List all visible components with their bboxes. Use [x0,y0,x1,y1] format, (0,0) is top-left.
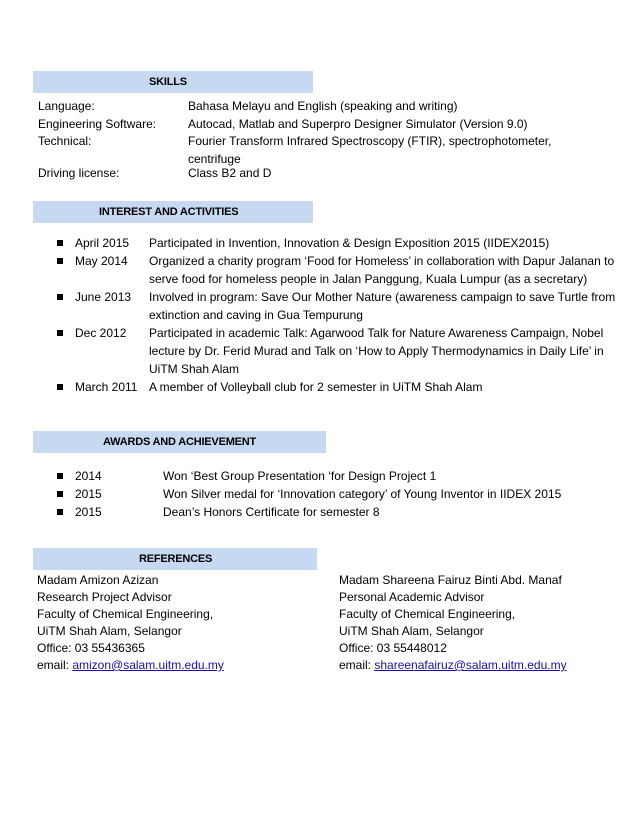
email-label: email: [339,658,375,672]
bullet-square-icon [57,473,63,479]
item-date: 2014 [75,469,102,483]
activities-title: INTEREST AND ACTIVITIES [99,206,239,218]
skills-title: SKILLS [149,76,187,88]
list-item [57,467,617,485]
bullet-square-icon [57,258,63,264]
reference-faculty: Faculty of Chemical Engineering, [339,607,516,621]
reference-faculty: Faculty of Chemical Engineering, [37,607,214,621]
reference-email-line [339,657,638,674]
list-item [57,485,617,503]
activities-list [57,234,617,396]
reference-role: Research Project Advisor [37,590,172,604]
item-text: Won Silver medal for ‘Innovation category’ of Young Inventor in IIDEX 2015 [163,487,562,501]
reference-left [37,572,337,674]
reference-right [339,572,638,674]
list-item [57,503,617,521]
awards-header [33,431,326,453]
item-text: Participated in Invention, Innovation & Design Exposition 2015 (IIDEX2015) [149,236,550,250]
skill-value: Autocad, Matlab and Superpro Designer Simulator (Version 9.0) [188,117,528,131]
skill-key: Language: [38,99,95,113]
skill-value: Bahasa Melayu and English (speaking and writing) [188,99,458,113]
list-item [57,288,617,324]
list-item [57,378,617,396]
item-text: Participated in academic Talk: Agarwood Talk for Nature Awareness Campaign, Nobel lecture by Dr. Ferid Murad and Talk on ‘How to Apply Thermodynamics in Daily Life’ in UiTM Shah Alam [149,326,604,376]
skill-value: Class B2 and D [188,166,272,180]
reference-office: Office: 03 55436365 [37,641,145,655]
item-text: Dean’s Honors Certificate for semester 8 [163,505,380,519]
item-text: Organized a charity program ‘Food for Homeless’ in collaboration with Dapur Jalanan to serve food for homeless people in Jalan Panggung, Kuala Lumpur (as a secretary) [149,254,615,286]
email-link[interactable]: shareenafairuz@salam.uitm.edu.my [374,658,567,672]
item-date: 2015 [75,505,102,519]
reference-location: UiTM Shah Alam, Selangor [37,624,182,638]
item-date: 2015 [75,487,102,501]
email-label: email: [37,658,73,672]
references-header [33,548,317,570]
item-date: Dec 2012 [75,326,127,340]
reference-office: Office: 03 55448012 [339,641,447,655]
bullet-square-icon [57,240,63,246]
reference-email-line [37,657,337,674]
list-item [57,324,617,378]
item-date: June 2013 [75,290,132,304]
bullet-square-icon [57,330,63,336]
bullet-square-icon [57,509,63,515]
reference-role: Personal Academic Advisor [339,590,485,604]
bullet-square-icon [57,384,63,390]
references-title: REFERENCES [139,553,213,565]
reference-name: Madam Amizon Azizan [37,573,159,587]
bullet-square-icon [57,491,63,497]
item-text: Involved in program: Save Our Mother Nature (awareness campaign to save Turtle from extinction and caving in Gua Tempurung [149,290,616,322]
item-date: May 2014 [75,254,128,268]
email-link[interactable]: amizon@salam.uitm.edu.my [72,658,224,672]
skill-key: Engineering Software: [38,117,157,131]
awards-title: AWARDS AND ACHIEVEMENT [103,436,257,448]
list-item [57,252,617,288]
item-text: Won ‘Best Group Presentation ‘for Design Project 1 [163,469,437,483]
reference-location: UiTM Shah Alam, Selangor [339,624,484,638]
item-date: March 2011 [75,380,138,394]
skill-key: Technical: [38,134,92,148]
skills-header [33,71,313,93]
item-text: A member of Volleyball club for 2 semester in UiTM Shah Alam [149,380,483,394]
bullet-square-icon [57,294,63,300]
reference-name: Madam Shareena Fairuz Binti Abd. Manaf [339,573,562,587]
skill-key: Driving license: [38,166,120,180]
activities-header [33,201,313,223]
skill-value: Fourier Transform Infrared Spectroscopy (FTIR), spectrophotometer, centrifuge [188,134,552,166]
item-date: April 2015 [75,236,130,250]
list-item [57,234,617,252]
awards-list [57,467,617,521]
